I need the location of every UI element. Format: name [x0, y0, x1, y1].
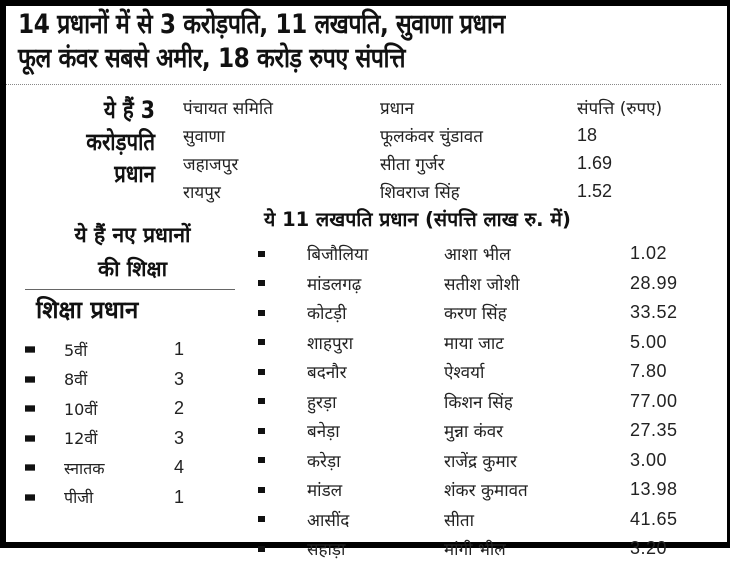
list-item: [255, 446, 715, 476]
list-item: [22, 365, 242, 395]
sampatti-cell: 5.00: [630, 331, 668, 352]
bullet-icon: [258, 428, 265, 434]
samiti-cell: करेड़ा: [307, 451, 341, 472]
list-item: [255, 357, 715, 387]
pradhan-cell: सीता: [444, 510, 474, 531]
crorepati-table-header: [183, 93, 723, 121]
column-header-pradhan: प्रधान: [380, 98, 414, 119]
sampatti-cell: 77.00: [630, 390, 678, 411]
bullet-icon: [25, 376, 35, 382]
education-title-line-1: ये हैं नए प्रधानों: [74, 223, 191, 247]
samiti-cell: बिजौलिया: [307, 245, 369, 266]
education-count: 2: [174, 398, 185, 419]
pradhan-cell: मांगी भील: [444, 540, 506, 561]
education-count: 1: [174, 486, 185, 507]
pradhan-cell: फूलकंवर चुंडावत: [380, 126, 483, 147]
bullet-icon: [258, 369, 265, 375]
samiti-cell: कोटड़ी: [307, 304, 347, 325]
list-item: [255, 475, 715, 505]
crorepati-label: [40, 94, 155, 190]
education-title: [20, 218, 245, 286]
pradhan-cell: सतीश जोशी: [444, 274, 520, 295]
education-count: 1: [174, 339, 185, 360]
education-level: 5वीं: [64, 340, 88, 360]
education-count: 3: [174, 368, 185, 389]
sampatti-cell: 33.52: [630, 302, 678, 323]
sampatti-cell: 1.02: [630, 243, 668, 264]
list-item: [22, 424, 242, 454]
list-item: [22, 394, 242, 424]
list-item: [255, 534, 715, 564]
samiti-cell: हुरड़ा: [307, 392, 337, 413]
pradhan-cell: करण सिंह: [444, 304, 507, 325]
sampatti-cell: 13.98: [630, 479, 678, 500]
lakhpati-list: [255, 239, 715, 564]
samiti-cell: शाहपुरा: [307, 333, 354, 354]
bullet-icon: [25, 347, 35, 353]
bullet-icon: [258, 487, 265, 493]
sampatti-cell: 3.00: [630, 449, 668, 470]
list-item: [255, 328, 715, 358]
bullet-icon: [25, 465, 35, 471]
sampatti-cell: 1.69: [577, 152, 613, 173]
samiti-cell: बनेड़ा: [307, 422, 340, 443]
education-level: पीजी: [64, 488, 94, 508]
crorepati-label-line-3: प्रधान: [114, 160, 155, 188]
education-level: 8वीं: [64, 370, 88, 390]
list-item: [255, 269, 715, 299]
list-item: [22, 483, 242, 513]
education-level: 10वीं: [64, 399, 98, 419]
bullet-icon: [25, 435, 35, 441]
samiti-cell: बदनौर: [307, 363, 347, 384]
sampatti-cell: 7.80: [630, 361, 668, 382]
samiti-cell: सहाड़ा: [307, 540, 346, 561]
list-item: [22, 335, 242, 365]
pradhan-cell: सीता गुर्जर: [380, 154, 445, 175]
list-item: [255, 239, 715, 269]
crorepati-label-line-1: ये हैं 3: [103, 96, 155, 124]
table-row: [183, 121, 723, 149]
education-header: शिक्षा प्रधान: [36, 296, 139, 324]
bullet-icon: [258, 398, 265, 404]
crorepati-table: [183, 93, 723, 205]
pradhan-cell: माया जाट: [444, 333, 504, 354]
list-item: [255, 387, 715, 417]
samiti-cell: रायपुर: [183, 182, 221, 203]
list-item: [22, 453, 242, 483]
column-header-sampatti: संपत्ति (रुपए): [577, 98, 663, 119]
pradhan-cell: आशा भील: [444, 245, 511, 266]
crorepati-label-line-2: करोड़पति: [86, 128, 155, 156]
samiti-cell: आसींद: [307, 510, 350, 531]
education-list: [22, 335, 242, 512]
bullet-icon: [258, 546, 265, 552]
headline-divider: [6, 84, 721, 85]
headline-line-2: फूल कंवर सबसे अमीर, 18 करोड़ रुपए संपत्ति: [18, 43, 406, 74]
samiti-cell: मांडलगढ़: [307, 274, 362, 295]
education-divider: [25, 289, 235, 290]
bullet-icon: [258, 251, 265, 257]
pradhan-cell: शंकर कुमावत: [444, 481, 528, 502]
headline: [18, 8, 715, 76]
lakhpati-title: ये 11 लखपति प्रधान (संपत्ति लाख रु. में): [264, 208, 571, 231]
sampatti-cell: 18: [577, 124, 598, 145]
pradhan-cell: किशन सिंह: [444, 392, 513, 413]
bullet-icon: [25, 406, 35, 412]
sampatti-cell: 41.65: [630, 508, 678, 529]
education-count: 3: [174, 427, 185, 448]
table-row: [183, 149, 723, 177]
sampatti-cell: 27.35: [630, 420, 678, 441]
education-level: स्नातक: [64, 458, 105, 478]
education-count: 4: [174, 457, 185, 478]
list-item: [255, 416, 715, 446]
pradhan-cell: राजेंद्र कुमार: [444, 451, 517, 472]
column-header-samiti: पंचायत समिति: [183, 98, 273, 119]
samiti-cell: सुवाणा: [183, 126, 226, 147]
education-title-line-2: की शिक्षा: [97, 257, 168, 281]
bullet-icon: [258, 457, 265, 463]
sampatti-cell: 28.99: [630, 272, 678, 293]
sampatti-cell: 1.52: [577, 180, 613, 201]
bullet-icon: [258, 339, 265, 345]
samiti-cell: मांडल: [307, 481, 343, 502]
bullet-icon: [258, 310, 265, 316]
table-row: [183, 177, 723, 205]
list-item: [255, 298, 715, 328]
samiti-cell: जहाजपुर: [183, 154, 239, 175]
headline-line-1: 14 प्रधानों में से 3 करोड़पति, 11 लखपति, सुवाणा प्रधान: [18, 9, 505, 40]
pradhan-cell: मुन्ना कंवर: [444, 422, 504, 443]
list-item: [255, 505, 715, 535]
pradhan-cell: शिवराज सिंह: [380, 182, 460, 203]
bullet-icon: [258, 280, 265, 286]
sampatti-cell: 3.20: [630, 538, 668, 559]
education-level: 12वीं: [64, 429, 98, 449]
pradhan-cell: ऐश्वर्या: [444, 363, 485, 384]
bullet-icon: [258, 516, 265, 522]
bullet-icon: [25, 494, 35, 500]
